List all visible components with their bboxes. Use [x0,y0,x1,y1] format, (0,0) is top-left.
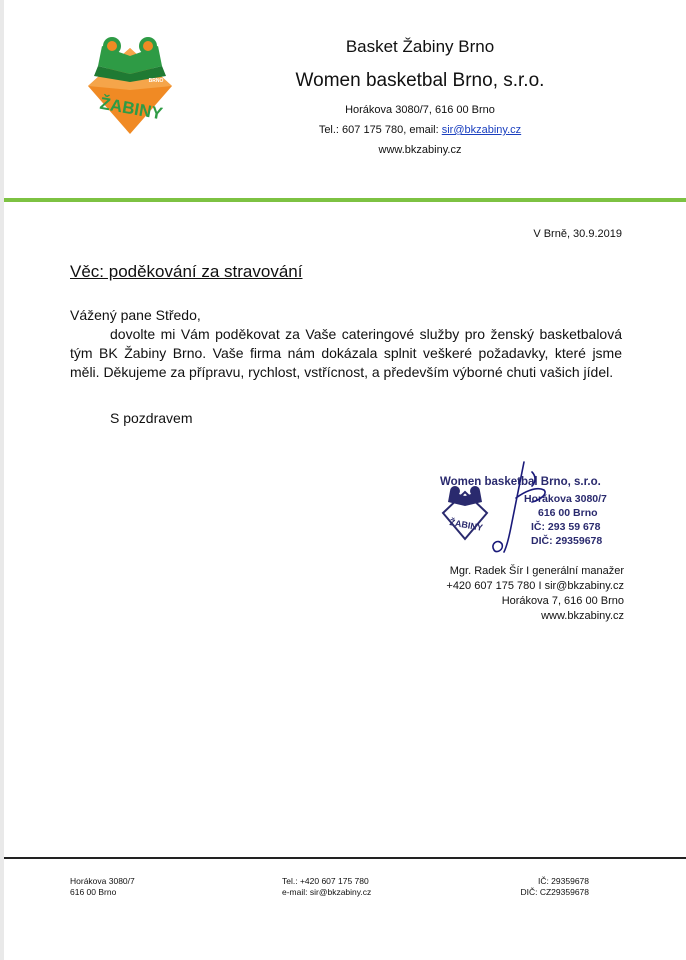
signer-address: Horákova 7, 616 00 Brno [501,595,624,607]
footer-divider [4,857,686,859]
company-contact [200,124,640,136]
stamp-address-line2: 616 00 Brno [538,507,598,519]
letter-subject: Věc: poděkování za stravování [70,262,303,281]
stamp-address-line1: Horákova 3080/7 [524,493,607,505]
company-name: Women basketbal Brno, s.r.o. [295,70,545,91]
phone-text: Tel.: 607 175 780, email: [318,124,442,136]
footer-address-line2: 616 00 Brno [70,887,117,897]
header-divider [4,198,686,202]
stamp-dic: DIČ: 29359678 [531,535,603,547]
signer-contact: +420 607 175 780 I sir@bkzabiny.cz [446,580,624,592]
handwritten-signature [432,452,624,560]
letter-body: dovolte mi Vám poděkovat za Vaše cateringové služby pro ženský basketbalová tým BK Žabiny Brno. Vaše firma nám dokázala splnit veškeré požadavky, které jsme měli. Děkujeme za přípravu, rychlost, vstřícnost, a především výborné chuti vašich jídel. [70,326,622,380]
logo-wordmark: ŽABINY [98,93,165,124]
stamp-ic: IČ: 293 59 678 [531,521,601,533]
signer-name: Mgr. Radek Šír I generální manažer [449,565,624,577]
salutation: Vážený pane Středo, [70,307,201,323]
company-stamp [432,452,624,560]
letter-closing: S pozdravem [110,410,193,426]
footer-ic: IČ: 29359678 [537,876,589,886]
footer-email: e-mail: sir@bkzabiny.cz [282,887,372,897]
footer-contact [282,876,371,898]
footer-dic: DIČ: CZ29359678 [520,887,589,897]
footer-phone: Tel.: +420 607 175 780 [282,876,369,886]
company-address: Horákova 3080/7, 616 00 Brno [345,104,495,116]
company-web: www.bkzabiny.cz [378,144,462,156]
footer-ids [520,876,589,898]
signer-web: www.bkzabiny.cz [541,610,624,622]
letter-date: V Brně, 30.9.2019 [533,228,622,240]
page-edge [0,0,4,960]
signature-block [446,564,624,624]
email-link[interactable]: sir@bkzabiny.cz [441,124,522,136]
club-logo [84,30,176,138]
logo-small-text: BRNO [148,78,164,84]
footer-address [70,876,135,898]
club-name: Basket Žabiny Brno [345,37,495,56]
stamp-company: Women basketbal Brno, s.r.o. [440,476,601,488]
stamp-logo-wordmark: ŽABINY [448,517,484,533]
footer-address-line1: Horákova 3080/7 [70,876,135,886]
